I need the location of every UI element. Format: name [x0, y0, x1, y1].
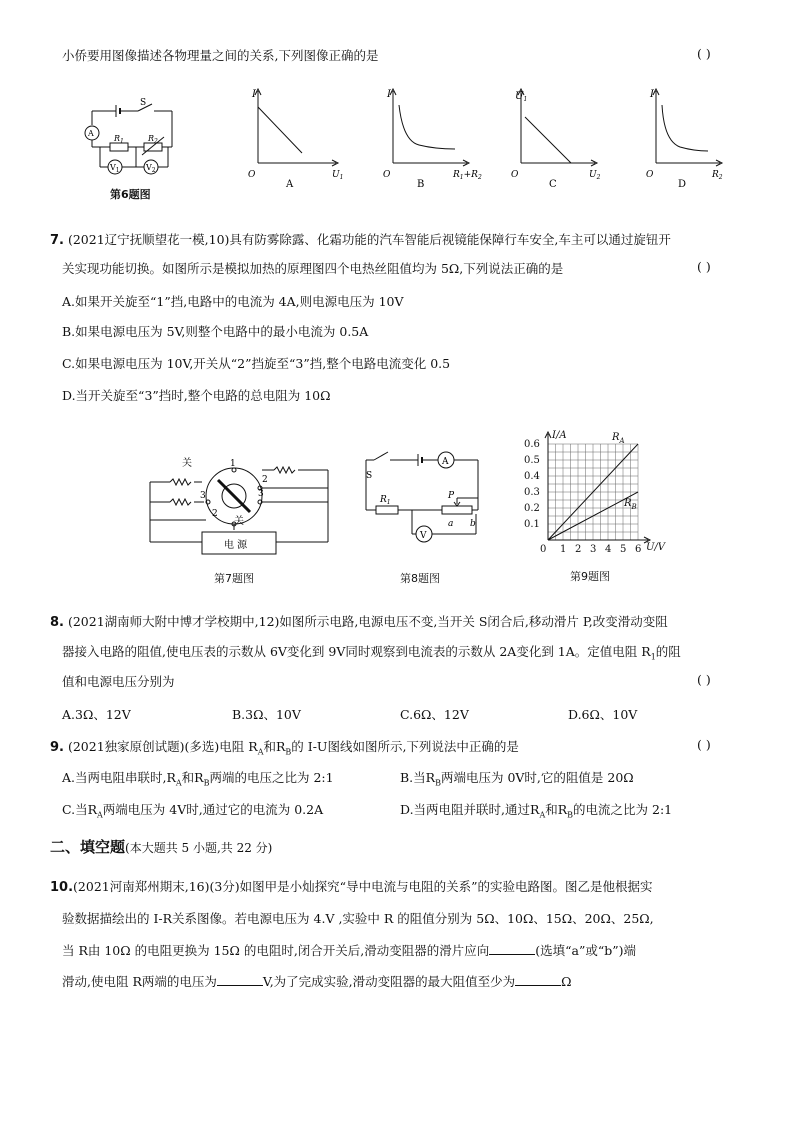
origin-label: 0: [540, 544, 547, 554]
q8-answer-paren: ( ): [697, 672, 711, 687]
q9-option-c: C.当$R_A$两端电压为 4V时,通过它的电流为 0.2A: [62, 802, 324, 820]
y-tick-label: 0.2: [524, 503, 540, 514]
q10-number: 10.: [50, 880, 74, 895]
y-axis-label: I/A: [552, 430, 567, 441]
q7-guan-top: 关: [182, 458, 192, 469]
q6-graph-c: [505, 85, 615, 195]
q8-r1-label: $R_1$: [380, 495, 391, 506]
q7-pos2: 2: [262, 475, 268, 485]
q10-blank-1[interactable]: [489, 942, 535, 955]
q8-figure-caption: 第8题图: [400, 572, 440, 585]
q7-guan-bottom: 关: [234, 516, 244, 527]
q8-end-b: b: [470, 519, 476, 529]
q8-number: 8.: [50, 615, 64, 630]
graph-b-ylabel: I: [387, 89, 391, 100]
graph-c-xlabel: $U_2$: [589, 170, 601, 181]
graph-c-ylabel: $U_1$: [515, 91, 528, 103]
q7-option-c: C.如果电源电压为 10V,开关从“2”挡旋至“3”挡,整个电路电流变化 0.5: [62, 356, 451, 371]
q10-line1: 10.(2021河南郑州期末,16)(3分)如图甲是小灿探究“导中电流与电阻的关系”的实验电路图。图乙是他根据实: [50, 879, 653, 895]
q7-pos3: 3: [258, 489, 264, 499]
q8-line3: 值和电源电压分别为: [62, 674, 175, 689]
q9-stem: 9. (2021独家原创试题)(多选)电阻 $R_A$和$R_B$的 I-U图线如图所示,下列说法中正确的是: [50, 739, 519, 757]
x-tick-label: 2: [575, 544, 582, 554]
y-tick-label: 0.4: [524, 471, 540, 482]
q10-blank-3[interactable]: [515, 973, 561, 986]
q10-line2: 验数据描绘出的 I-R关系图像。若电源电压为 4.V ,实验中 R 的阻值分别为 5Ω、10Ω、15Ω、20Ω、25Ω,: [62, 911, 654, 926]
q9-option-d: D.当两电阻并联时,通过$R_A$和$R_B$的电流之比为 2:1: [400, 802, 673, 820]
graph-a-letter: A: [286, 179, 294, 190]
q6-answer-paren: ( ): [697, 46, 711, 61]
q6-r2-label: $R_2$: [148, 134, 158, 145]
x-tick-label: 5: [620, 544, 627, 554]
q6-v2-label: $V_2$: [146, 163, 156, 174]
q8-option-c: C.6Ω、12V: [400, 707, 469, 722]
q6-ammeter-label: A: [88, 129, 94, 138]
q7-option-d: D.当开关旋至“3”挡时,整个电路的总电阻为 10Ω: [62, 388, 331, 403]
graph-a-ylabel: I: [252, 89, 256, 100]
q10-line3: 当 R由 10Ω 的电阻更换为 15Ω 的电阻时,闭合开关后,滑动变阻器的滑片应向 (选填“a”或“b”)端: [62, 943, 637, 958]
q8-option-a: A.3Ω、12V: [62, 707, 131, 722]
graph-d-xlabel: $R_2$: [712, 170, 723, 181]
x-axis-label: U/V: [646, 542, 666, 553]
q7-option-a: A.如果开关旋至“1”挡,电路中的电流为 4A,则电源电压为 10V: [62, 294, 404, 309]
graph-b-xlabel: $R_1+R_2$: [453, 170, 482, 181]
q7-pos1: 1: [230, 459, 236, 469]
q7-pos2b: 2: [212, 509, 218, 519]
q7-number: 7.: [50, 233, 64, 248]
y-tick-label: 0.6: [524, 439, 540, 450]
x-tick-label: 6: [635, 544, 642, 554]
q8-option-d: D.6Ω、10V: [568, 707, 638, 722]
q8-switch-label: S: [366, 471, 373, 481]
q9-option-a: A.当两电阻串联时$,R_A$和$R_B$两端的电压之比为 2:1: [62, 770, 334, 788]
q9-option-b: B.当$R_B$两端电压为 0V时,它的阻值是 20Ω: [400, 770, 634, 788]
q7-figure-caption: 第7题图: [214, 572, 254, 585]
q6-switch-label: S: [140, 98, 147, 108]
q7-line1: 7. (2021辽宁抚顺望花一模,10)具有防雾除露、化霜功能的汽车智能后视镜能保障行车安全,车主可以通过旋钮开: [50, 232, 671, 248]
q6-stem: 小侨要用图像描述各物理量之间的关系,下列图像正确的是: [62, 48, 379, 63]
graph-a-origin: O: [248, 170, 256, 180]
q8-voltmeter-label: V: [420, 531, 427, 541]
x-tick-label: 4: [605, 544, 612, 554]
series-label-a: $R_A$: [612, 432, 625, 445]
q9-answer-paren: ( ): [697, 737, 711, 752]
q8-ammeter-label: A: [442, 457, 449, 467]
x-tick-label: 3: [590, 544, 597, 554]
q6-v1-label: $V_1$: [110, 163, 120, 174]
graph-d-letter: D: [678, 179, 687, 190]
q6-circuit-figure: [72, 95, 192, 175]
q6-figure-caption: 第6题图: [110, 188, 151, 201]
graph-d-ylabel: I: [650, 89, 654, 100]
q7-answer-paren: ( ): [697, 259, 711, 274]
q8-line1: 8. (2021湖南师大附中博才学校期中,12)如图所示电路,电源电压不变,当开关 S闭合后,移动滑片 P,改变滑动变阻: [50, 614, 668, 630]
q8-figure: [358, 446, 488, 558]
q6-graph-a: [240, 85, 350, 195]
series-label-b: $R_B$: [624, 498, 637, 511]
q6-graph-d: [640, 85, 750, 195]
graph-c-letter: C: [549, 179, 557, 190]
graph-d-origin: O: [646, 170, 654, 180]
section-2-heading: 二、填空题(本大题共 5 小题,共 22 分): [50, 838, 273, 856]
q10-blank-2[interactable]: [217, 973, 263, 986]
q9-chart: [520, 424, 670, 554]
x-tick-label: 1: [560, 544, 567, 554]
q7-power-source: 电 源: [224, 540, 248, 551]
q8-end-a: a: [448, 519, 454, 529]
q7-line2: 关实现功能切换。如图所示是模拟加热的原理图四个电热丝阻值均为 5Ω,下列说法正确的是: [62, 261, 564, 276]
q9-number: 9.: [50, 740, 64, 755]
graph-a-xlabel: $U_1$: [332, 170, 344, 181]
q7-option-b: B.如果电源电压为 5V,则整个电路中的最小电流为 0.5A: [62, 324, 369, 339]
q9-figure-caption: 第9题图: [570, 570, 610, 583]
q10-line4: 滑动,使电阻 R两端的电压为 V,为了完成实验,滑动变阻器的最大阻值至少为 Ω: [62, 974, 572, 989]
q8-slider-p: P: [448, 491, 455, 501]
q6-r1-label: $R_1$: [114, 134, 124, 145]
q7-pos3b: 3: [200, 491, 206, 501]
q8-line2: 器接入电路的阻值,使电压表的示数从 6V变化到 9V同时观察到电流表的示数从 2A变化到 1A。定值电阻 $R_1$的阻: [62, 644, 681, 662]
y-tick-label: 0.5: [524, 455, 540, 466]
graph-b-origin: O: [383, 170, 391, 180]
q8-option-b: B.3Ω、10V: [232, 707, 301, 722]
y-tick-label: 0.1: [524, 519, 540, 530]
graph-c-origin: O: [511, 170, 519, 180]
graph-b-letter: B: [417, 179, 425, 190]
q7-figure: [142, 452, 342, 562]
q6-graph-b: [375, 85, 490, 195]
y-tick-label: 0.3: [524, 487, 540, 498]
